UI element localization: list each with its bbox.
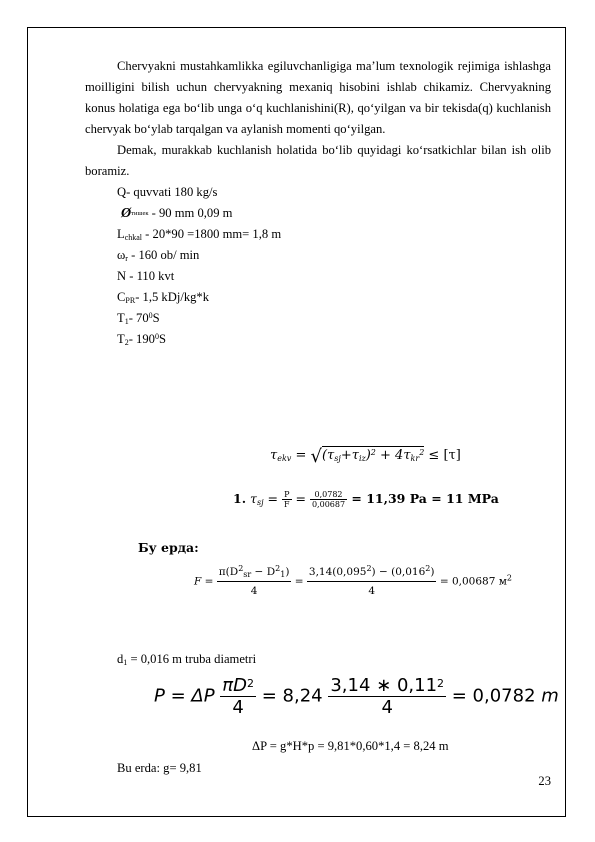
formula-force: P = ΔP $\frac{\pi D^2}{4}$ = 8,24 $\frac{3,14 ∗ 0,11^2}{4}$ = 0,0782 m [154, 675, 559, 718]
fraction-area-symbolic: $\frac{\pi(D^2_{sr} - D^2_1)}{4}$ [218, 564, 290, 597]
bu-erda-label: Бу ерда: [138, 540, 199, 555]
param-t2: $T_2-$ $190^0S$ [117, 332, 166, 347]
fraction-values: $\frac{0,0782}{0,00687}$ [311, 490, 346, 509]
param-t1: $T_1-$ $70^0S$ [117, 311, 160, 326]
fraction-force-symbolic: $\frac{\pi D^2}{4}$ [222, 675, 254, 718]
fraction-area-values: $\frac{3,14(0,095^2) - (0,016^2)}{4}$ [308, 564, 435, 597]
param-length: $L_{chkal} - 20*90 =1800$ mm= 1,8 m [117, 227, 282, 242]
diameter-subscript: тишек [131, 210, 149, 217]
fraction-p-f: $\frac{P}{F}$ [283, 490, 290, 509]
delta-p-line: ΔP = g*H*p = 9,81*0,60*1,4 = 8,24 m [252, 739, 449, 753]
radicand: $(\tau_{sj}+\tau_{iz})^2 + 4\tau_{kr}^2$ [321, 448, 425, 463]
param-q: Q- quvvati 180 kg/s [117, 185, 218, 199]
formula-shear-stress: 1. $\tau_{sj}$ = $\frac{P}{F}$ = $\frac{0,0782}{0,00687}$ = 11,39 Pa = 11 MPa [233, 490, 499, 509]
page-number: 23 [538, 774, 551, 788]
pipe-diameter-line: $d_1 = 0,016$ m truba diametri [117, 652, 257, 667]
diameter-symbol: Ø [121, 206, 132, 221]
formula-equivalent-stress: $\tau_{ekv} = √(\tau_{sj}+\tau_{iz})^2 + 4\tau_{kr}^2 \le [\tau]$ [270, 446, 461, 467]
param-power: N - 110 kvt [117, 269, 175, 283]
param-omega: $\omega_r - 160$ ob/ min [117, 248, 200, 263]
document-body [85, 56, 551, 350]
fraction-force-values: $\frac{3,14 ∗ 0,11^2}{4}$ [330, 675, 445, 718]
param-diameter [85, 203, 551, 224]
formula-area: F = $\frac{\pi(D^2_{sr} - D^2_1)}{4}$ = $\frac{3,14(0,095^2) - (0,016^2)}{4}$ = 0,00687 $м^2$ [194, 564, 512, 597]
diameter-value: - 90 mm 0,09 m [148, 206, 233, 220]
state-paragraph: Demak, murakkab kuchlanish holatida bo‘lib quyidagi ko‘rsatkichlar bilan ish olib boramiz. [85, 143, 551, 178]
bu-erda-g-line: Bu erda: g= 9,81 [117, 761, 202, 775]
intro-paragraph: Chervyakni mustahkamlikka egiluvchanligiga ma’lum texnologik rejimiga ishlashga moilligini bilish uchun chervyakning mexaniq hisobini ishlab chikamiz. Chervyakning konus holatiga ega bo‘lib unga o‘q kuchlanishini(R), qo‘yilgan va bir tekisda(q) kuchlanish chervyak bo‘ylab tarqalgan va aylanish momenti qo‘yilgan. [85, 59, 551, 136]
param-heat-capacity: $C_{PR}-$ 1,5 kDj/kg*k [117, 290, 210, 305]
sqrt-sign: √ [310, 446, 322, 467]
